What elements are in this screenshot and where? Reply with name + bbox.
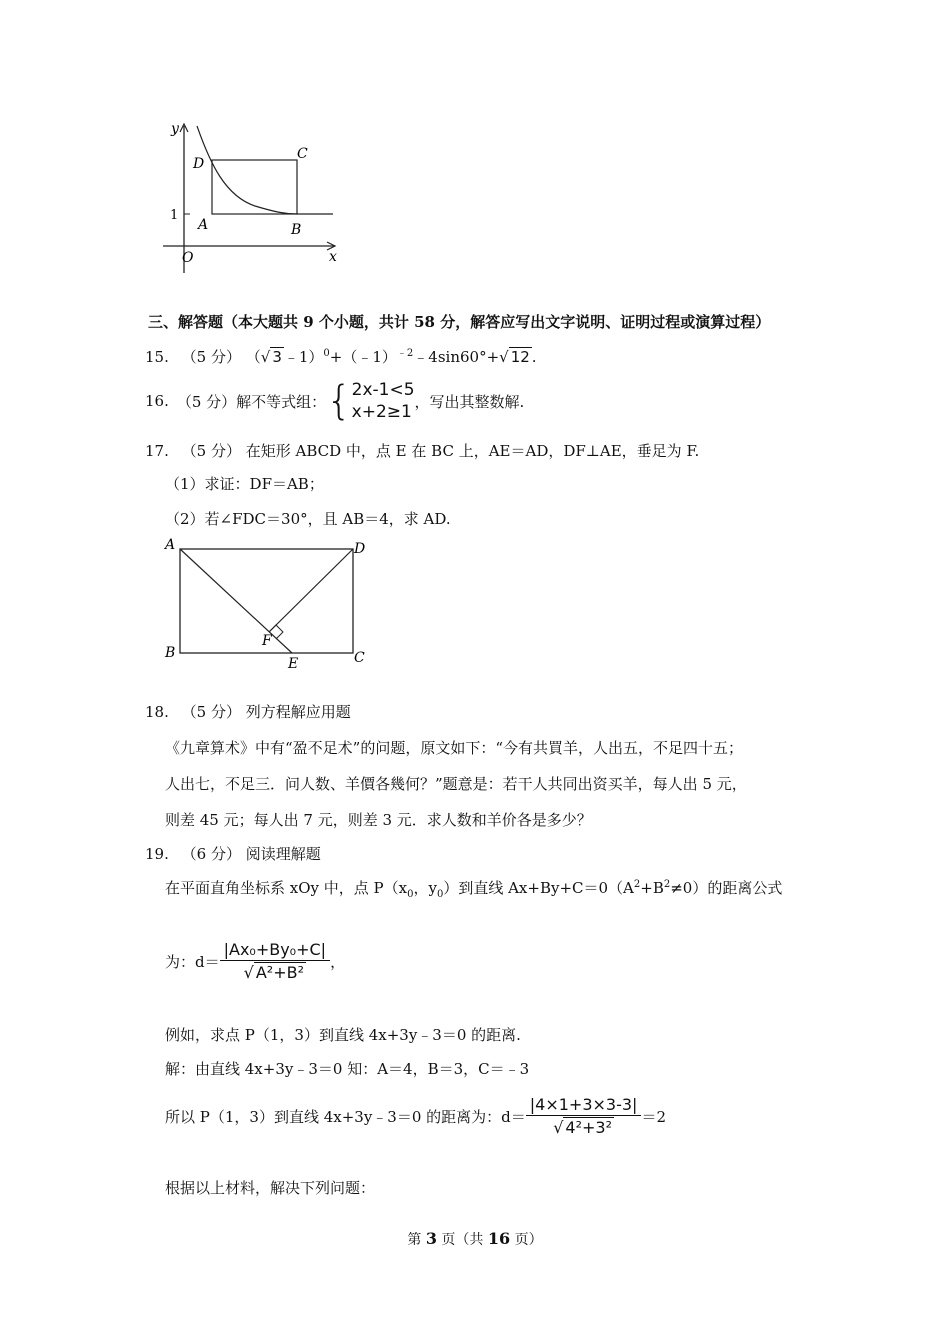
page-number: 3 — [425, 1229, 437, 1248]
fig-e: E — [288, 656, 299, 672]
fig-f: F — [262, 633, 272, 649]
q18-line2: 人出七，不足三．问人数、羊價各幾何？”题意是：若干人共同出资买羊，每人出 5 元， — [165, 775, 747, 793]
q15-expr-c: +（﹣1） — [329, 348, 397, 366]
q19-result — [165, 1095, 666, 1137]
q15-supm2: ﹣2 — [396, 348, 414, 359]
q18-score: （5 分） — [181, 703, 241, 721]
formula-tail: ， — [330, 952, 346, 971]
result-label: 所以 P（1，3）到直线 4x+3y﹣3＝0 的距离为：d＝ — [165, 1107, 526, 1126]
q19-title: 阅读理解题 — [245, 845, 321, 863]
label-one: 1 — [170, 208, 179, 223]
q19-score: （6 分） — [181, 845, 241, 863]
segment-df — [269, 549, 353, 632]
result-formula: $\frac{|4\times 1+3\times 3-3|}{\text{√ 4²+3²}}$ — [526, 1095, 642, 1137]
fig-b: B — [165, 645, 176, 661]
q15-sqrt12: 12 — [510, 348, 530, 366]
q19-example: 例如，求点 P（1，3）到直线 4x+3y﹣3＝0 的距离. — [165, 1026, 521, 1044]
q17-part2: （2）若∠FDC＝30°，且 AB＝4，求 AD. — [165, 510, 451, 528]
brace-icon: { — [326, 378, 352, 424]
q17-num: 17. — [145, 442, 169, 460]
q15-num: 15. — [145, 348, 169, 366]
label-x: x — [329, 249, 337, 265]
q16-line2: x+2≥1 — [351, 402, 412, 422]
q15-expr-d: ﹣4sin60°+ — [413, 348, 500, 366]
fig-a: A — [165, 537, 176, 553]
label-d: D — [193, 156, 205, 172]
q19-num: 19. — [145, 845, 169, 863]
q19-solution: 解：由直线 4x+3y﹣3＝0 知：A＝4，B＝3，C＝﹣3 — [165, 1060, 530, 1078]
q19-line1: 在平面直角坐标系 xOy 中，点 $P(x_0$，$y_0$）到直线 $Ax+By+C=0(A^2+B^2\ne 0)$的距离公式 — [165, 879, 783, 900]
formula-label: 为：d＝ — [165, 952, 220, 971]
page-total: 16 — [487, 1229, 511, 1248]
label-o: O — [182, 250, 194, 266]
result-tail: ＝2 — [641, 1107, 666, 1126]
result-denominator: 4²+3² — [565, 1118, 612, 1137]
q19-last: 根据以上材料，解决下列问题： — [165, 1179, 376, 1197]
q15-expr-b: ﹣1） — [283, 348, 324, 366]
graph-q14 — [155, 118, 350, 278]
q15-expr-a: （ — [245, 348, 261, 366]
question-18 — [145, 701, 351, 722]
curve — [197, 126, 333, 214]
q18-title: 列方程解应用题 — [245, 703, 351, 721]
question-19 — [145, 843, 321, 864]
q16-text: 解不等式组： — [236, 392, 327, 411]
question-15: 15. （5 分） （√ 3 ﹣1）$^0$+（﹣1）$^{﹣2}$﹣4sin60°+√ 12 . — [145, 348, 537, 366]
fig-d: D — [354, 541, 366, 557]
q15-end: . — [531, 348, 537, 366]
label-y: y — [171, 121, 179, 137]
formula-numerator: |Ax₀+By₀+C| — [220, 940, 330, 961]
q19-formula — [165, 940, 345, 982]
q18-num: 18. — [145, 703, 169, 721]
q15-sqrt3: 3 — [272, 348, 282, 366]
q15-sup0: 0 — [323, 348, 330, 359]
inequality-system — [352, 379, 415, 423]
q16-line1: 2x-1<5 — [351, 380, 415, 400]
q18-line1: 《九章算术》中有“盈不足术”的问题，原文如下：“今有共買羊，人出五，不足四十五； — [165, 739, 744, 757]
question-17 — [145, 440, 699, 461]
question-16 — [145, 376, 524, 426]
segment-ae — [180, 549, 292, 653]
distance-formula: $\frac{\text{|Ax₀+By₀+C|}}{\text{√ A²+B²}}$ — [220, 940, 330, 982]
label-c: C — [297, 146, 308, 162]
q18-line3: 则差 45 元；每人出 7 元，则差 3 元．求人数和羊价各是多少？ — [165, 811, 592, 829]
label-b: B — [291, 222, 302, 238]
q17-score: （5 分） — [181, 442, 241, 460]
label-a: A — [198, 217, 209, 233]
q16-score: （5 分） — [176, 392, 237, 411]
q17-part1: （1）求证：DF＝AB； — [165, 475, 324, 493]
section-heading: 三、解答题（本大题共 9 个小题，共计 58 分，解答应写出文字说明、证明过程或演算过程） — [148, 313, 771, 331]
q15-score: （5 分） — [181, 348, 241, 366]
result-numerator: |4×1+3×3-3| — [526, 1095, 642, 1116]
q16-num: 16. — [145, 392, 169, 410]
fig-c: C — [354, 650, 365, 666]
formula-denominator: A²+B² — [255, 963, 305, 982]
q17-text: 在矩形 ABCD 中，点 E 在 BC 上，AE＝AD，DF⊥AE，垂足为 F. — [245, 442, 700, 460]
q16-tail: ，写出其整数解. — [414, 392, 525, 411]
page-footer: 第 3 页（共 16 页） — [407, 1229, 543, 1248]
figure-q17 — [160, 535, 375, 675]
